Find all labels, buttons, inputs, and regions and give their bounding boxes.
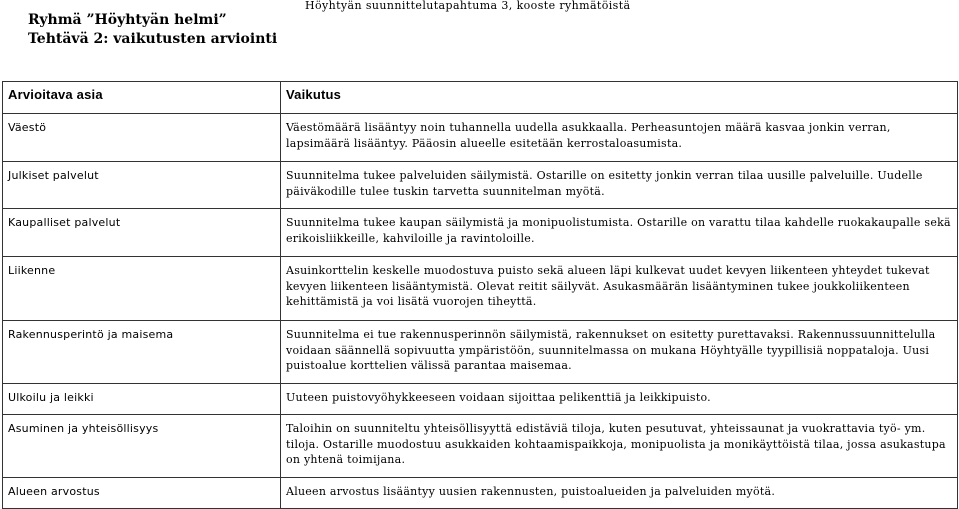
- table-row: [3, 478, 958, 509]
- topic-cell: Liikenne: [3, 257, 281, 321]
- topic-cell: Alueen arvostus: [3, 478, 281, 509]
- impact-cell: Taloihin on suunniteltu yhteisöllisyyttä edistäviä tiloja, kuten pesutuvat, yhteissaunat ja vuokrattavia työ- ym. tiloja. Ostarille muodostuu asukkaiden kohtaamispaikkoja, monipuolista ja monikäyttöistä tilaa, jossa asukastupa on yhtenä toimijana.: [281, 415, 958, 478]
- impact-cell: Väestömäärä lisääntyy noin tuhannella uudella asukkaalla. Perheasuntojen määrä kasvaa jonkin verran, lapsimäärä lisääntyy. Pääosin alueelle esitetään kerrostaloasumista.: [281, 114, 958, 162]
- topic-cell: Rakennusperintö ja maisema: [3, 321, 281, 384]
- impact-cell: Alueen arvostus lisääntyy uusien rakennusten, puistoalueiden ja palveluiden myötä.: [281, 478, 958, 509]
- column-header-topic: Arvioitava asia: [3, 82, 281, 114]
- impact-assessment-table: [2, 81, 958, 509]
- impact-cell: Suunnitelma ei tue rakennusperinnön säilymistä, rakennukset on esitetty purettavaksi. Rakennussuunnittelulla voidaan säännellä sopivuutta ympäristöön, suunnitelmassa on mukana Höyhtyälle tyypillisiä noppataloja. Uusi puistoalue korttelien välissä parantaa maisemaa.: [281, 321, 958, 384]
- topic-cell: Asuminen ja yhteisöllisyys: [3, 415, 281, 478]
- impact-cell: Asuinkorttelin keskelle muodostuva puisto sekä alueen läpi kulkevat uudet kevyen liikenteen yhteydet tukevat kevyen liikenteen lisääntymistä. Olevat reitit säilyvät. Asukasmäärän lisääntyminen tukee joukkoliikenteen kehittämistä ja voi lisätä vuorojen tiheyttä.: [281, 257, 958, 321]
- document-title: Höyhtyän suunnittelutapahtuma 3, kooste ryhmätöistä: [305, 0, 631, 12]
- impact-cell: Suunnitelma tukee kaupan säilymistä ja monipuolistumista. Ostarille on varattu tilaa kahdelle ruokakaupalle sekä erikoisliikkeille, kahviloille ja ravintoloille.: [281, 209, 958, 257]
- task-title: Tehtävä 2: vaikutusten arviointi: [28, 31, 278, 47]
- table-header-row: [3, 82, 958, 114]
- table-row: [3, 321, 958, 384]
- topic-cell: Väestö: [3, 114, 281, 162]
- table-row: [3, 257, 958, 321]
- topic-cell: Kaupalliset palvelut: [3, 209, 281, 257]
- impact-cell: Suunnitelma tukee palveluiden säilymistä. Ostarille on esitetty jonkin verran tilaa uusille palveluille. Uudelle päiväkodille tulee tuskin tarvetta suunnitelman myötä.: [281, 162, 958, 209]
- column-header-impact: Vaikutus: [281, 82, 958, 114]
- table-row: [3, 162, 958, 209]
- impact-cell: Uuteen puistovyöhykkeeseen voidaan sijoittaa pelikenttiä ja leikkipuisto.: [281, 384, 958, 415]
- table-row: [3, 114, 958, 162]
- topic-cell: Julkiset palvelut: [3, 162, 281, 209]
- table-row: [3, 209, 958, 257]
- group-name: Ryhmä ”Höyhtyän helmi”: [28, 12, 227, 28]
- topic-cell: Ulkoilu ja leikki: [3, 384, 281, 415]
- table-row: [3, 415, 958, 478]
- table-row: [3, 384, 958, 415]
- group-title-block: [28, 11, 277, 49]
